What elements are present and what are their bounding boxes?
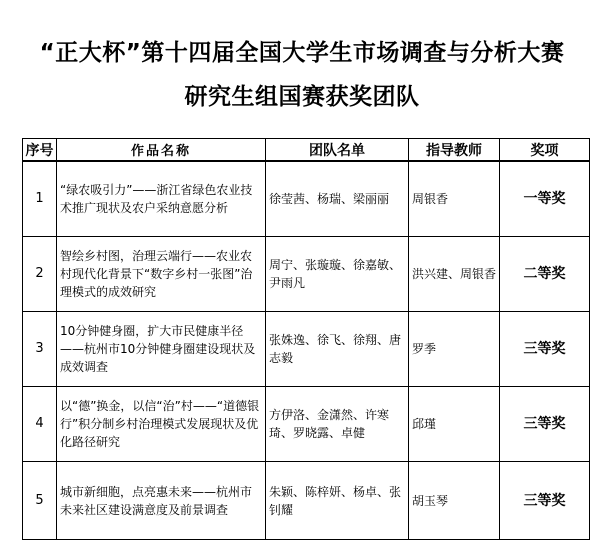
cell-no: 5 [23, 462, 57, 540]
table-row [23, 237, 590, 312]
header-award: 奖项 [500, 139, 590, 162]
header-no: 序号 [23, 139, 57, 162]
cell-team: 周宁、张璇璇、徐嘉敏、尹雨凡 [266, 237, 409, 312]
page-title: “正大杯”第十四届全国大学生市场调查与分析大赛 [39, 40, 565, 66]
cell-award: 一等奖 [500, 161, 590, 237]
cell-award: 三等奖 [500, 462, 590, 540]
page-subtitle: 研究生组国赛获奖团队 [184, 84, 420, 110]
cell-no: 2 [23, 237, 57, 312]
table-row [23, 387, 590, 462]
cell-award: 三等奖 [500, 312, 590, 387]
cell-no: 4 [23, 387, 57, 462]
cell-no: 3 [23, 312, 57, 387]
cell-work: 10分钟健身圈，扩大市民健康半径——杭州市10分钟健身圈建设现状及成效调查 [57, 312, 266, 387]
cell-work: “绿农吸引力”——浙江省绿色农业技术推广现状及农户采纳意愿分析 [57, 161, 266, 237]
cell-team: 方伊洛、金潇然、许寒琦、罗晓露、卓健 [266, 387, 409, 462]
table-header-row [23, 139, 590, 162]
header-work: 作品名称 [57, 139, 266, 162]
table-row [23, 312, 590, 387]
award-table [22, 138, 590, 540]
cell-advisor: 周银香 [409, 161, 500, 237]
cell-advisor: 胡玉琴 [409, 462, 500, 540]
cell-advisor: 罗季 [409, 312, 500, 387]
cell-advisor: 邱瑾 [409, 387, 500, 462]
header-team: 团队名单 [266, 139, 409, 162]
cell-team: 张姝逸、徐飞、徐翔、唐志毅 [266, 312, 409, 387]
cell-team: 徐莹茜、杨瑞、梁丽丽 [266, 161, 409, 237]
cell-no: 1 [23, 161, 57, 237]
header-advisor: 指导教师 [409, 139, 500, 162]
table-row [23, 161, 590, 237]
table-row [23, 462, 590, 540]
cell-work: 以“德”换金，以信“治”村——“道德银行”积分制乡村治理模式发展现状及优化路径研究 [57, 387, 266, 462]
cell-award: 三等奖 [500, 387, 590, 462]
cell-team: 朱颖、陈梓妍、杨卓、张钊耀 [266, 462, 409, 540]
cell-work: 智绘乡村图，治理云端行——农业农村现代化背景下“数字乡村一张图”治理模式的成效研究 [57, 237, 266, 312]
cell-work: 城市新细胞，点亮惠未来——杭州市未来社区建设满意度及前景调查 [57, 462, 266, 540]
cell-advisor: 洪兴建、周银香 [409, 237, 500, 312]
cell-award: 二等奖 [500, 237, 590, 312]
